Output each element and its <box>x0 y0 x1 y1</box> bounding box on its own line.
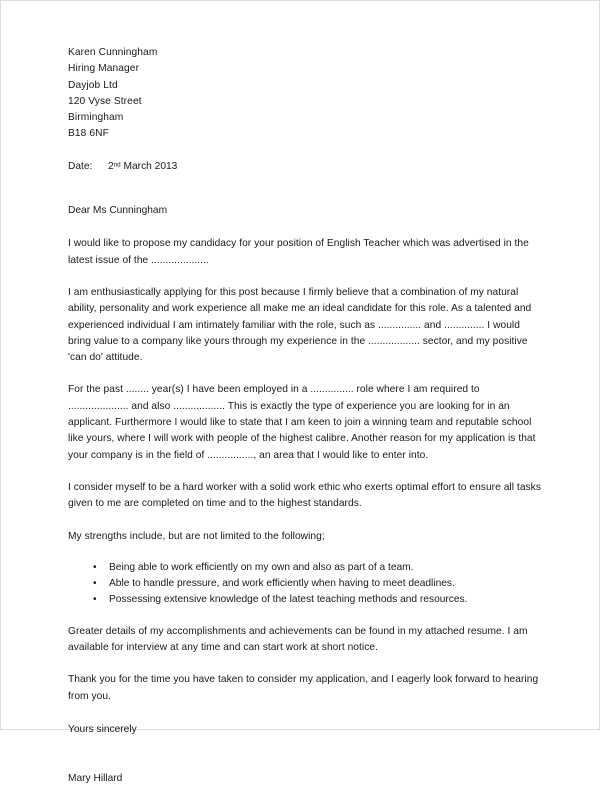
date-rest: March 2013 <box>120 160 178 172</box>
list-item <box>68 576 542 592</box>
spacer <box>68 656 542 672</box>
spacer <box>68 219 542 236</box>
strengths-list <box>68 560 542 609</box>
body-paragraph-2: I am enthusiastically applying for this post because I firmly believe that a combination of my natural ability, personality and work experience all make me an ideal candidate for this role. As a talented and experienced individual I am intimately familiar with the role, such as ............... and .............. I would bring value to a company like yours through my experience in the .................. sector, and my positive 'can do' attitude. <box>68 286 532 364</box>
list-item-label: Possessing extensive knowledge of the latest teaching methods and resources. <box>109 594 468 606</box>
date-label: Date: <box>68 160 93 172</box>
strengths-intro: My strengths include, but are not limited to the following; <box>68 530 325 542</box>
list-item <box>68 560 542 576</box>
spacer <box>68 545 542 560</box>
date-day: 2 <box>108 160 114 172</box>
body-paragraph-3: For the past ........ year(s) I have been employed in a ............... role where I am required to ..................... and also .................. This is exactly the type of experience you are looking for in an applicant. Furthermore I would like to state that I am keen to join a winning team and reputable school like yours, where I will work with people of the highest calibre. Another reason for my application is that your company is in the field of ................, an area that I would like to enter into. <box>68 384 536 461</box>
bullet-point-icon: • <box>93 594 97 606</box>
date-ordinal-suffix: nd <box>113 161 121 169</box>
closing-paragraph-2: Thank you for the time you have taken to consider my application, and I eagerly look forward to hearing from you. <box>68 674 539 702</box>
letter-content <box>68 45 542 788</box>
spacer <box>68 609 542 624</box>
recipient-line: Dayjob Ltd <box>68 79 118 91</box>
spacer <box>68 705 542 722</box>
body-paragraph-4: I consider myself to be a hard worker with a solid work ethic who exerts optimal effort to ensure all tasks given to me are completed on time and to the highest standards. <box>68 481 541 510</box>
recipient-line: 120 Vyse Street <box>68 95 142 107</box>
list-item <box>68 592 542 608</box>
recipient-line: Hiring Manager <box>68 63 140 75</box>
sender-name: Mary Hillard <box>68 773 123 785</box>
recipient-line: B18 6NF <box>68 128 109 140</box>
spacer <box>68 513 542 529</box>
signature-space <box>68 738 542 771</box>
sign-off: Yours sincerely <box>68 723 137 735</box>
bullet-point-icon: • <box>93 561 97 573</box>
date-line <box>68 159 542 175</box>
list-item-label: Able to handle pressure, and work efficiently when having to meet deadlines. <box>109 578 455 590</box>
spacer <box>68 366 542 382</box>
recipient-line: Birmingham <box>68 112 124 124</box>
list-item-label: Being able to work efficiently on my own and also as part of a team. <box>109 561 414 573</box>
recipient-address-block <box>68 45 542 143</box>
spacer <box>68 269 542 285</box>
bullet-point-icon: • <box>93 578 97 590</box>
body-paragraph-1: I would like to propose my candidacy for your position of English Teacher which was advertised in the latest issue of the .................... <box>68 238 529 266</box>
recipient-line: Karen Cunningham <box>68 47 158 58</box>
spacer <box>68 464 542 480</box>
salutation: Dear Ms Cunningham <box>68 205 168 217</box>
closing-paragraph-1: Greater details of my accomplishments and achievements can be found in my attached resume. I am available for interview at any time and can start work at short notice. <box>68 625 528 654</box>
